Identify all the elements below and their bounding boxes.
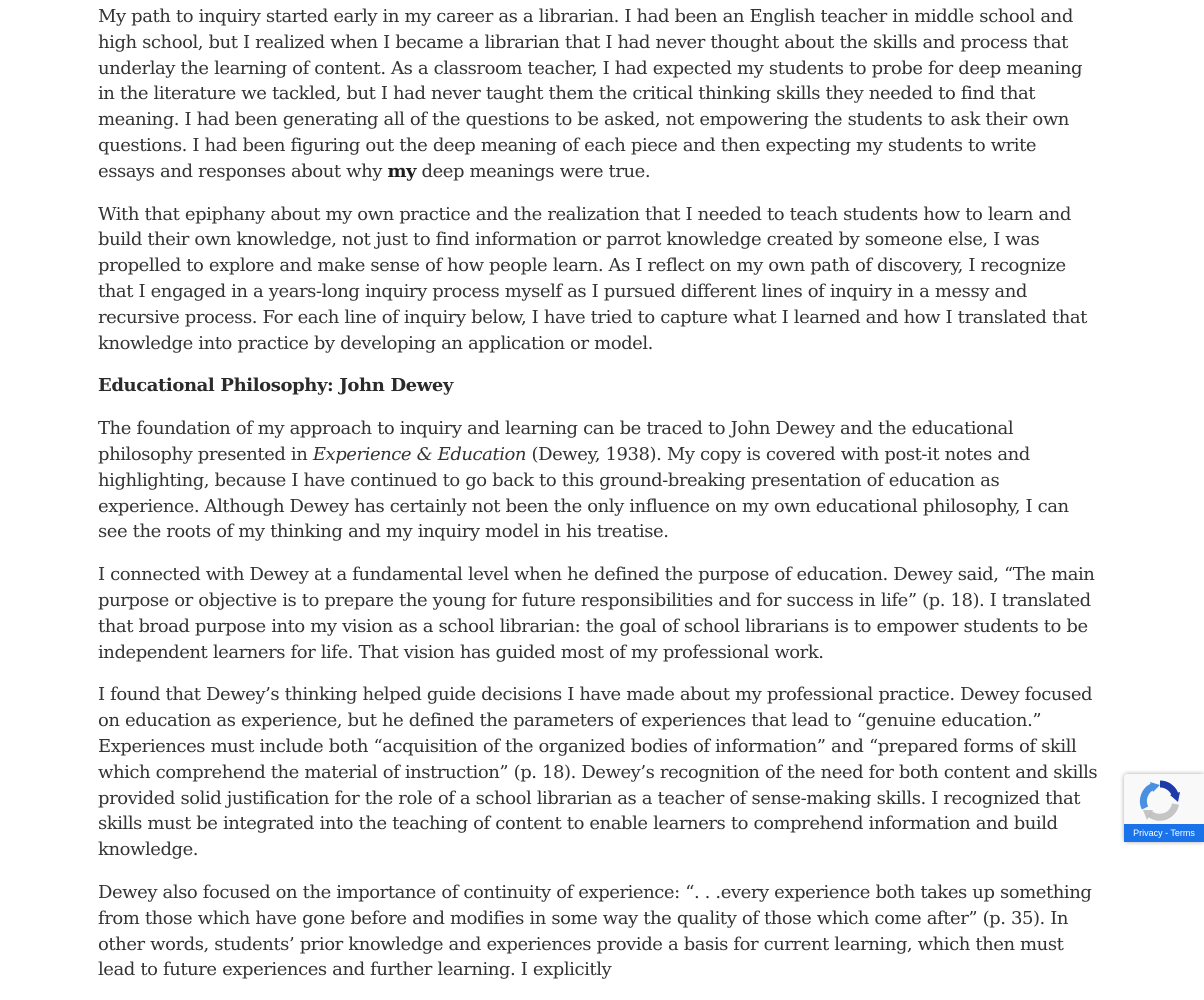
- paragraph-2: With that epiphany about my own practice and the realization that I needed to teach students how to learn and build their own knowledge, not just to find information or parrot knowledge created by someone else, I was propelled to explore and make sense of how people learn. As I reflect on my own path of discovery, I recognize that I engaged in a years-long inquiry process myself as I pursued different lines of inquiry in a messy and recursive process. For each line of inquiry below, I have tried to capture what I learned and how I translated that knowledge into practice by developing an application or model.: [98, 203, 1087, 354]
- paragraph-1: [98, 4, 1098, 185]
- paragraph-3: [98, 416, 1098, 545]
- section-heading: Educational Philosophy: John Dewey: [98, 375, 453, 397]
- paragraph-5: I found that Dewey’s thinking helped guide decisions I have made about my professional practice. Dewey focused on education as experience, but he defined the parameters of experiences that lead to “genuine education.” Experiences must include both “acquisition of the organized bodies of information” and “prepared forms of skill which comprehend the material of instruction” (p. 18). Dewey’s recognition of the need for both content and skills provided solid justification for the role of a school librarian as a teacher of sense-making skills. I recognized that skills must be integrated into the teaching of content to enable learners to comprehend information and build knowledge.: [98, 684, 1098, 861]
- book-title: Experience & Education: [312, 443, 527, 465]
- paragraph-6: Dewey also focused on the importance of continuity of experience: “. . .every experience both takes up something from those which have gone before and modifies in some way the quality of those which come after” (p. 35). In other words, students’ prior knowledge and experiences provide a basis for current learning, which then must lead to future experiences and further learning. I explicitly: [98, 881, 1092, 981]
- paragraph-3-text: The foundation of my approach to inquiry and learning can be traced to John Dewey and the educational philosophy presented in: [98, 418, 1014, 465]
- recaptcha-badge[interactable]: [1124, 774, 1204, 842]
- article-body: [98, 4, 1098, 1000]
- recaptcha-logo-icon: [1138, 780, 1182, 820]
- recaptcha-privacy-terms-link[interactable]: Privacy - Terms: [1124, 824, 1204, 842]
- emphasis-my: my: [387, 160, 417, 182]
- paragraph-3-end: (Dewey, 1938). My copy is covered with post-it notes and highlighting, because I have continued to go back to this ground-breaking presentation of education as experience. Although Dewey has certainly not been the only influence on my own educational philosophy, I can see the roots of my thinking and my inquiry model in his treatise.: [98, 443, 1069, 543]
- paragraph-1-text: My path to inquiry started early in my career as a librarian. I had been an English teacher in middle school and high school, but I realized when I became a librarian that I had never thought about the skills and process that underlay the learning of content. As a classroom teacher, I had expected my students to probe for deep meaning in the literature we tackled, but I had never taught them the critical thinking skills they needed to find that meaning. I had been generating all of the questions to be asked, not empowering the students to ask their own questions. I had been figuring out the deep meaning of each piece and then expecting my students to write essays and responses about why: [98, 6, 1083, 182]
- paragraph-1-end: deep meanings were true.: [416, 160, 651, 182]
- paragraph-4: I connected with Dewey at a fundamental level when he defined the purpose of education. Dewey said, “The main purpose or objective is to prepare the young for future responsibilities and for success in life” (p. 18). I translated that broad purpose into my vision as a school librarian: the goal of school librarians is to empower students to be independent learners for life. That vision has guided most of my professional work.: [98, 564, 1095, 663]
